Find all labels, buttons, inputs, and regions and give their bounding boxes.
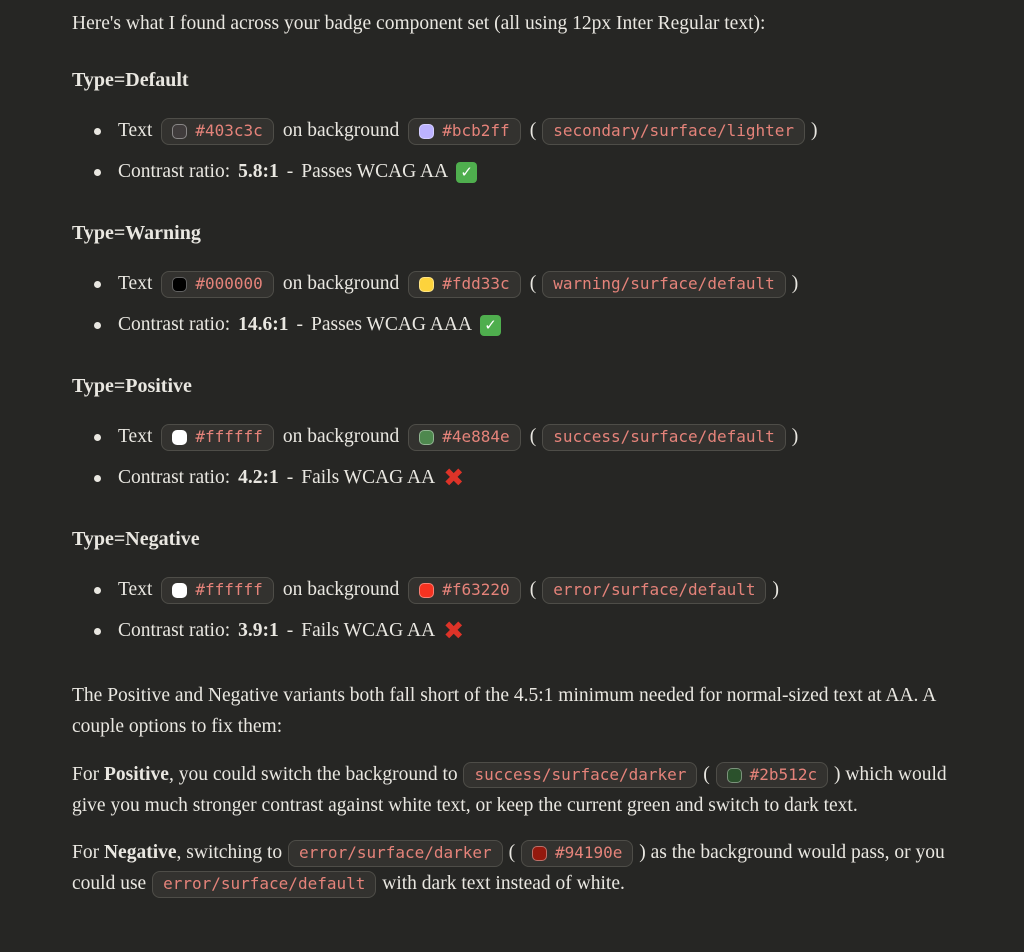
hex-value: #ffffff bbox=[195, 426, 263, 446]
hex-value: #bcb2ff bbox=[442, 120, 510, 140]
colors-bullet bbox=[72, 269, 966, 299]
close-paren: ) bbox=[811, 120, 818, 142]
background-color-chip bbox=[408, 118, 520, 145]
hex-chip bbox=[716, 762, 828, 789]
intro-text: Here's what I found across your badge component set (all using 12px Inter Regular text): bbox=[72, 13, 766, 34]
wcag-pass-icon: ✓ bbox=[456, 162, 477, 183]
hex-value: #2b512c bbox=[749, 764, 818, 784]
wcag-result: Passes WCAG AAA bbox=[310, 314, 473, 336]
hex-value: #000000 bbox=[195, 273, 263, 293]
hex-value: #f63220 bbox=[442, 579, 510, 599]
dash: - bbox=[296, 314, 303, 336]
background-color-chip bbox=[408, 271, 520, 298]
token-chip bbox=[152, 871, 376, 898]
contrast-ratio-value: 5.8:1 bbox=[238, 161, 279, 183]
background-color-chip bbox=[408, 577, 520, 604]
open-paren: ( bbox=[529, 426, 537, 448]
token-chip bbox=[463, 762, 697, 789]
text-label: Text bbox=[118, 426, 153, 448]
bullet-list bbox=[72, 269, 966, 340]
color-swatch bbox=[727, 768, 742, 783]
wcag-fail-icon: ✖ bbox=[443, 463, 465, 493]
text-color-chip bbox=[161, 118, 273, 145]
contrast-bullet bbox=[72, 463, 966, 493]
section-type-default bbox=[72, 67, 966, 187]
bullet-list bbox=[72, 422, 966, 493]
hex-value: #403c3c bbox=[195, 120, 263, 140]
on-background-label: on background bbox=[282, 426, 400, 448]
background-color-chip bbox=[408, 424, 520, 451]
color-swatch bbox=[419, 277, 434, 292]
wcag-fail-icon: ✖ bbox=[443, 616, 465, 646]
token-name: error/surface/darker bbox=[299, 843, 492, 863]
dash: - bbox=[286, 161, 294, 183]
colors-bullet bbox=[72, 116, 966, 146]
bullet-list bbox=[72, 116, 966, 187]
color-swatch bbox=[532, 846, 547, 861]
token-name: secondary/surface/lighter bbox=[553, 120, 795, 140]
section-type-negative bbox=[72, 526, 966, 646]
on-background-label: on background bbox=[282, 120, 400, 142]
open-paren: ( bbox=[529, 273, 537, 295]
on-background-label: on background bbox=[282, 273, 400, 295]
on-background-label: on background bbox=[282, 579, 400, 601]
hex-value: #94190e bbox=[554, 843, 623, 863]
hex-value: #ffffff bbox=[195, 579, 263, 599]
text-color-chip bbox=[161, 424, 273, 451]
token-name: error/surface/default bbox=[553, 579, 756, 599]
text-label: Text bbox=[118, 273, 153, 295]
closing-remarks bbox=[72, 680, 966, 899]
text-label: Text bbox=[118, 579, 153, 601]
color-swatch bbox=[172, 430, 187, 445]
token-name: success/surface/darker bbox=[474, 764, 687, 784]
negative-emphasis: Negative bbox=[103, 841, 177, 863]
colors-bullet bbox=[72, 422, 966, 452]
contrast-ratio-label: Contrast ratio: bbox=[118, 161, 231, 183]
open-paren: ( bbox=[529, 120, 537, 142]
section-heading: Type=Warning bbox=[72, 222, 201, 245]
summary-paragraph: The Positive and Negative variants both fall short of the 4.5:1 minimum needed for normal-sized text at AA. A couple options to fix them: bbox=[72, 685, 936, 738]
dash: - bbox=[286, 620, 294, 642]
contrast-bullet bbox=[72, 616, 966, 646]
colors-bullet bbox=[72, 575, 966, 605]
token-chip bbox=[542, 271, 786, 298]
text-label: Text bbox=[118, 120, 153, 142]
close-paren: ) bbox=[791, 426, 799, 448]
wcag-result: Fails WCAG AA bbox=[301, 467, 436, 489]
fix-positive-paragraph: For Positive, you could switch the background to success/surface/darker ( #2b512c ) which would give you much stronger contrast against white text, or keep the current green and switch to dark text. bbox=[72, 763, 947, 816]
token-chip bbox=[542, 577, 766, 604]
hex-chip bbox=[521, 840, 633, 867]
contrast-ratio-value: 14.6:1 bbox=[238, 314, 289, 336]
open-paren: ( bbox=[529, 579, 537, 601]
contrast-ratio-label: Contrast ratio: bbox=[118, 467, 231, 489]
dash: - bbox=[286, 467, 294, 489]
token-chip bbox=[542, 424, 786, 451]
assistant-message bbox=[72, 8, 966, 899]
hex-value: #fdd33c bbox=[442, 273, 510, 293]
token-chip bbox=[542, 118, 805, 145]
contrast-ratio-label: Contrast ratio: bbox=[118, 620, 231, 642]
bullet-list bbox=[72, 575, 966, 646]
section-heading: Type=Default bbox=[72, 69, 189, 92]
color-swatch bbox=[172, 277, 187, 292]
color-swatch bbox=[419, 430, 434, 445]
text-color-chip bbox=[161, 271, 273, 298]
wcag-pass-icon: ✓ bbox=[480, 315, 501, 336]
fix-negative-paragraph: For Negative, switching to error/surface/darker ( #94190e ) as the background would pass, or you could use error/surface/default with dark text instead of white. bbox=[72, 837, 966, 899]
section-type-warning bbox=[72, 220, 966, 340]
text-color-chip bbox=[161, 577, 273, 604]
contrast-ratio-label: Contrast ratio: bbox=[118, 314, 231, 336]
contrast-bullet bbox=[72, 157, 966, 187]
token-chip bbox=[288, 840, 503, 867]
contrast-bullet bbox=[72, 310, 966, 340]
section-heading: Type=Negative bbox=[72, 528, 200, 551]
section-type-positive bbox=[72, 373, 966, 493]
token-name: warning/surface/default bbox=[553, 273, 775, 293]
color-swatch bbox=[419, 583, 434, 598]
wcag-result: Passes WCAG AA bbox=[301, 161, 449, 183]
color-swatch bbox=[419, 124, 434, 139]
wcag-result: Fails WCAG AA bbox=[301, 620, 436, 642]
token-name: error/surface/default bbox=[163, 874, 366, 894]
token-name: success/surface/default bbox=[553, 426, 775, 446]
close-paren: ) bbox=[791, 273, 799, 295]
color-swatch bbox=[172, 124, 187, 139]
hex-value: #4e884e bbox=[442, 426, 510, 446]
section-heading: Type=Positive bbox=[72, 375, 192, 398]
contrast-ratio-value: 4.2:1 bbox=[238, 467, 279, 489]
contrast-ratio-value: 3.9:1 bbox=[238, 620, 279, 642]
close-paren: ) bbox=[772, 579, 779, 601]
positive-emphasis: Positive bbox=[103, 763, 169, 785]
color-swatch bbox=[172, 583, 187, 598]
